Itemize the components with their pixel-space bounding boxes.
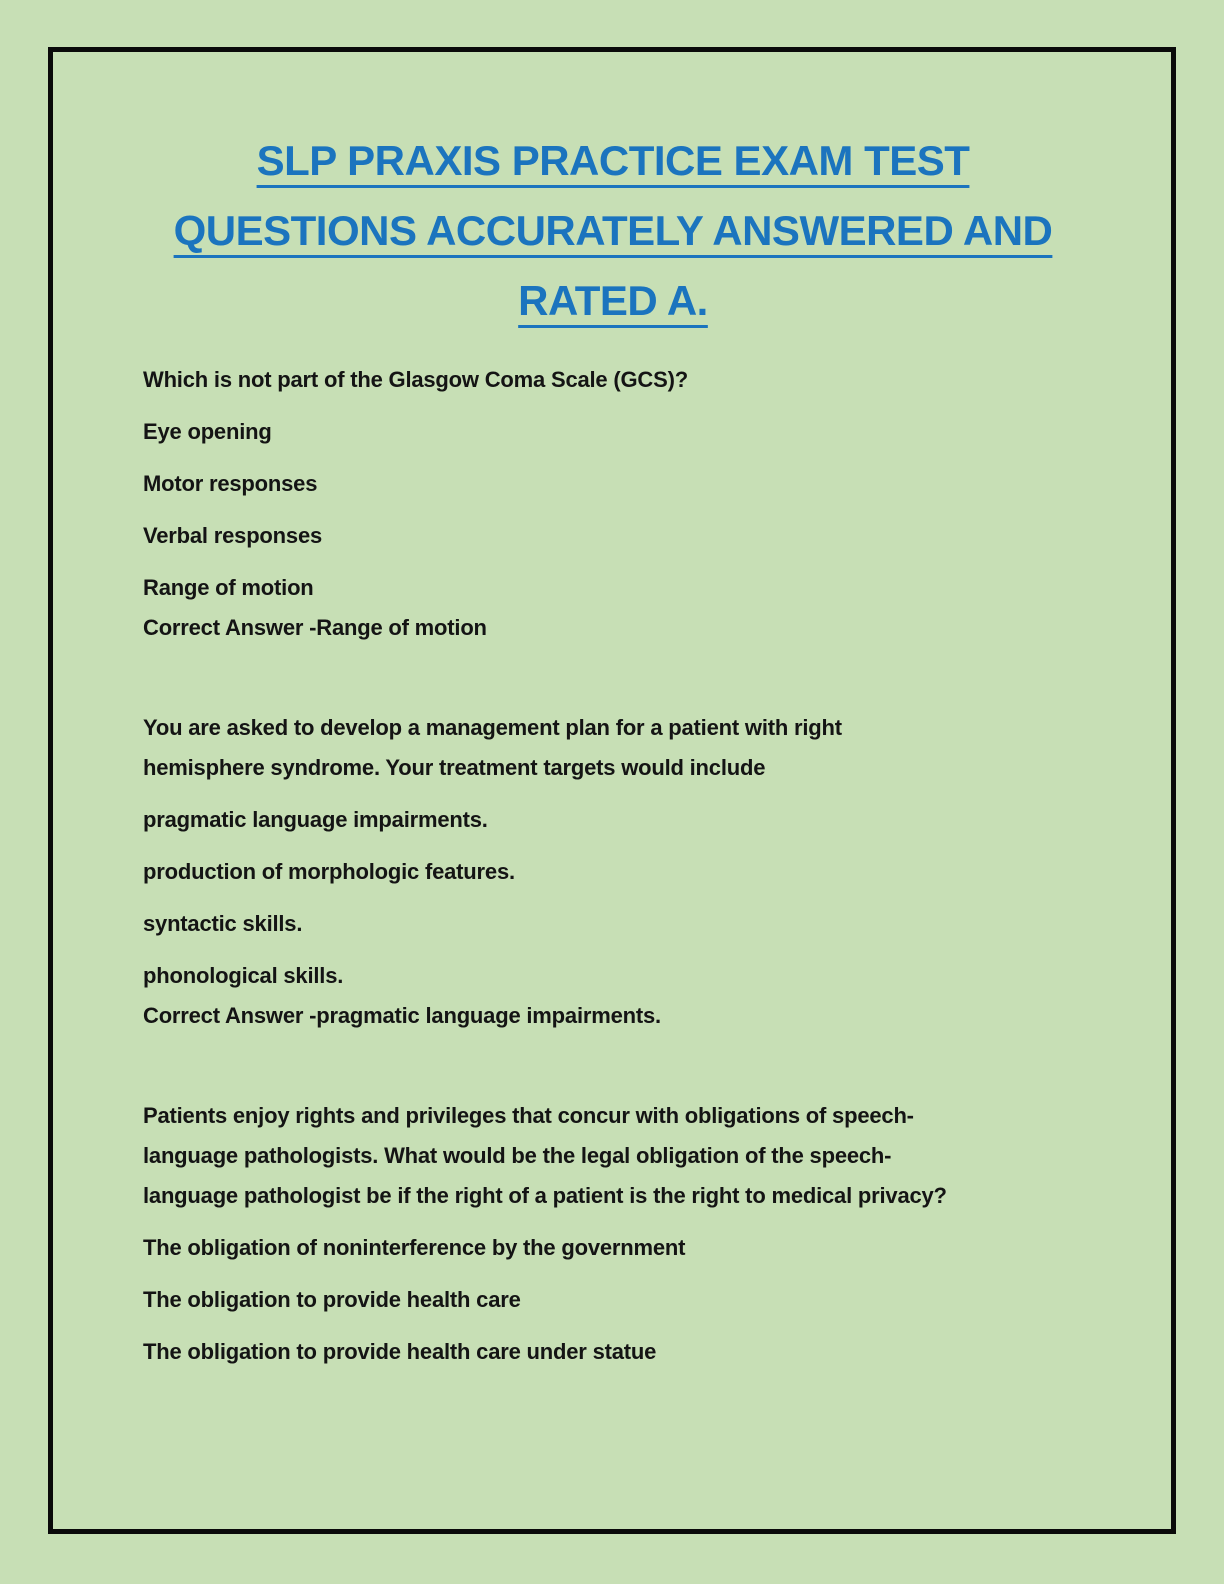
answer-option: The obligation to provide health care under statue (143, 1339, 657, 1364)
question-text: language pathologists. What would be the legal obligation of the speech- (143, 1143, 892, 1168)
answer-option: Verbal responses (143, 523, 323, 548)
answer-option: The obligation to provide health care (143, 1287, 521, 1312)
answer-option: syntactic skills. (143, 911, 303, 936)
document-title (143, 126, 1083, 336)
questions-body (143, 360, 1083, 1372)
answer-option: Range of motion (143, 575, 314, 600)
question-text: Patients enjoy rights and privileges that concur with obligations of speech- (143, 1103, 914, 1128)
answer-option: Motor responses (143, 471, 318, 496)
question-block-2 (143, 708, 1083, 1036)
title-line-1: SLP PRAXIS PRACTICE EXAM TEST (256, 137, 970, 184)
question-text: You are asked to develop a management plan for a patient with right (143, 715, 842, 740)
correct-answer: Correct Answer -Range of motion (143, 615, 487, 640)
question-text: Which is not part of the Glasgow Coma Scale (GCS)? (143, 367, 688, 392)
answer-option: The obligation of noninterference by the government (143, 1235, 686, 1260)
question-text: hemisphere syndrome. Your treatment targets would include (143, 755, 766, 780)
correct-answer: Correct Answer -pragmatic language impairments. (143, 1003, 661, 1028)
answer-option: pragmatic language impairments. (143, 807, 488, 832)
answer-option: Eye opening (143, 419, 272, 444)
page-content (143, 126, 1083, 1372)
answer-option: phonological skills. (143, 963, 344, 988)
question-block-3 (143, 1096, 1083, 1372)
question-text: language pathologist be if the right of a patient is the right to medical privacy? (143, 1183, 947, 1208)
title-line-3: RATED A. (518, 277, 708, 324)
answer-option: production of morphologic features. (143, 859, 515, 884)
question-block-1 (143, 360, 1083, 648)
title-line-2: QUESTIONS ACCURATELY ANSWERED AND (173, 207, 1053, 254)
